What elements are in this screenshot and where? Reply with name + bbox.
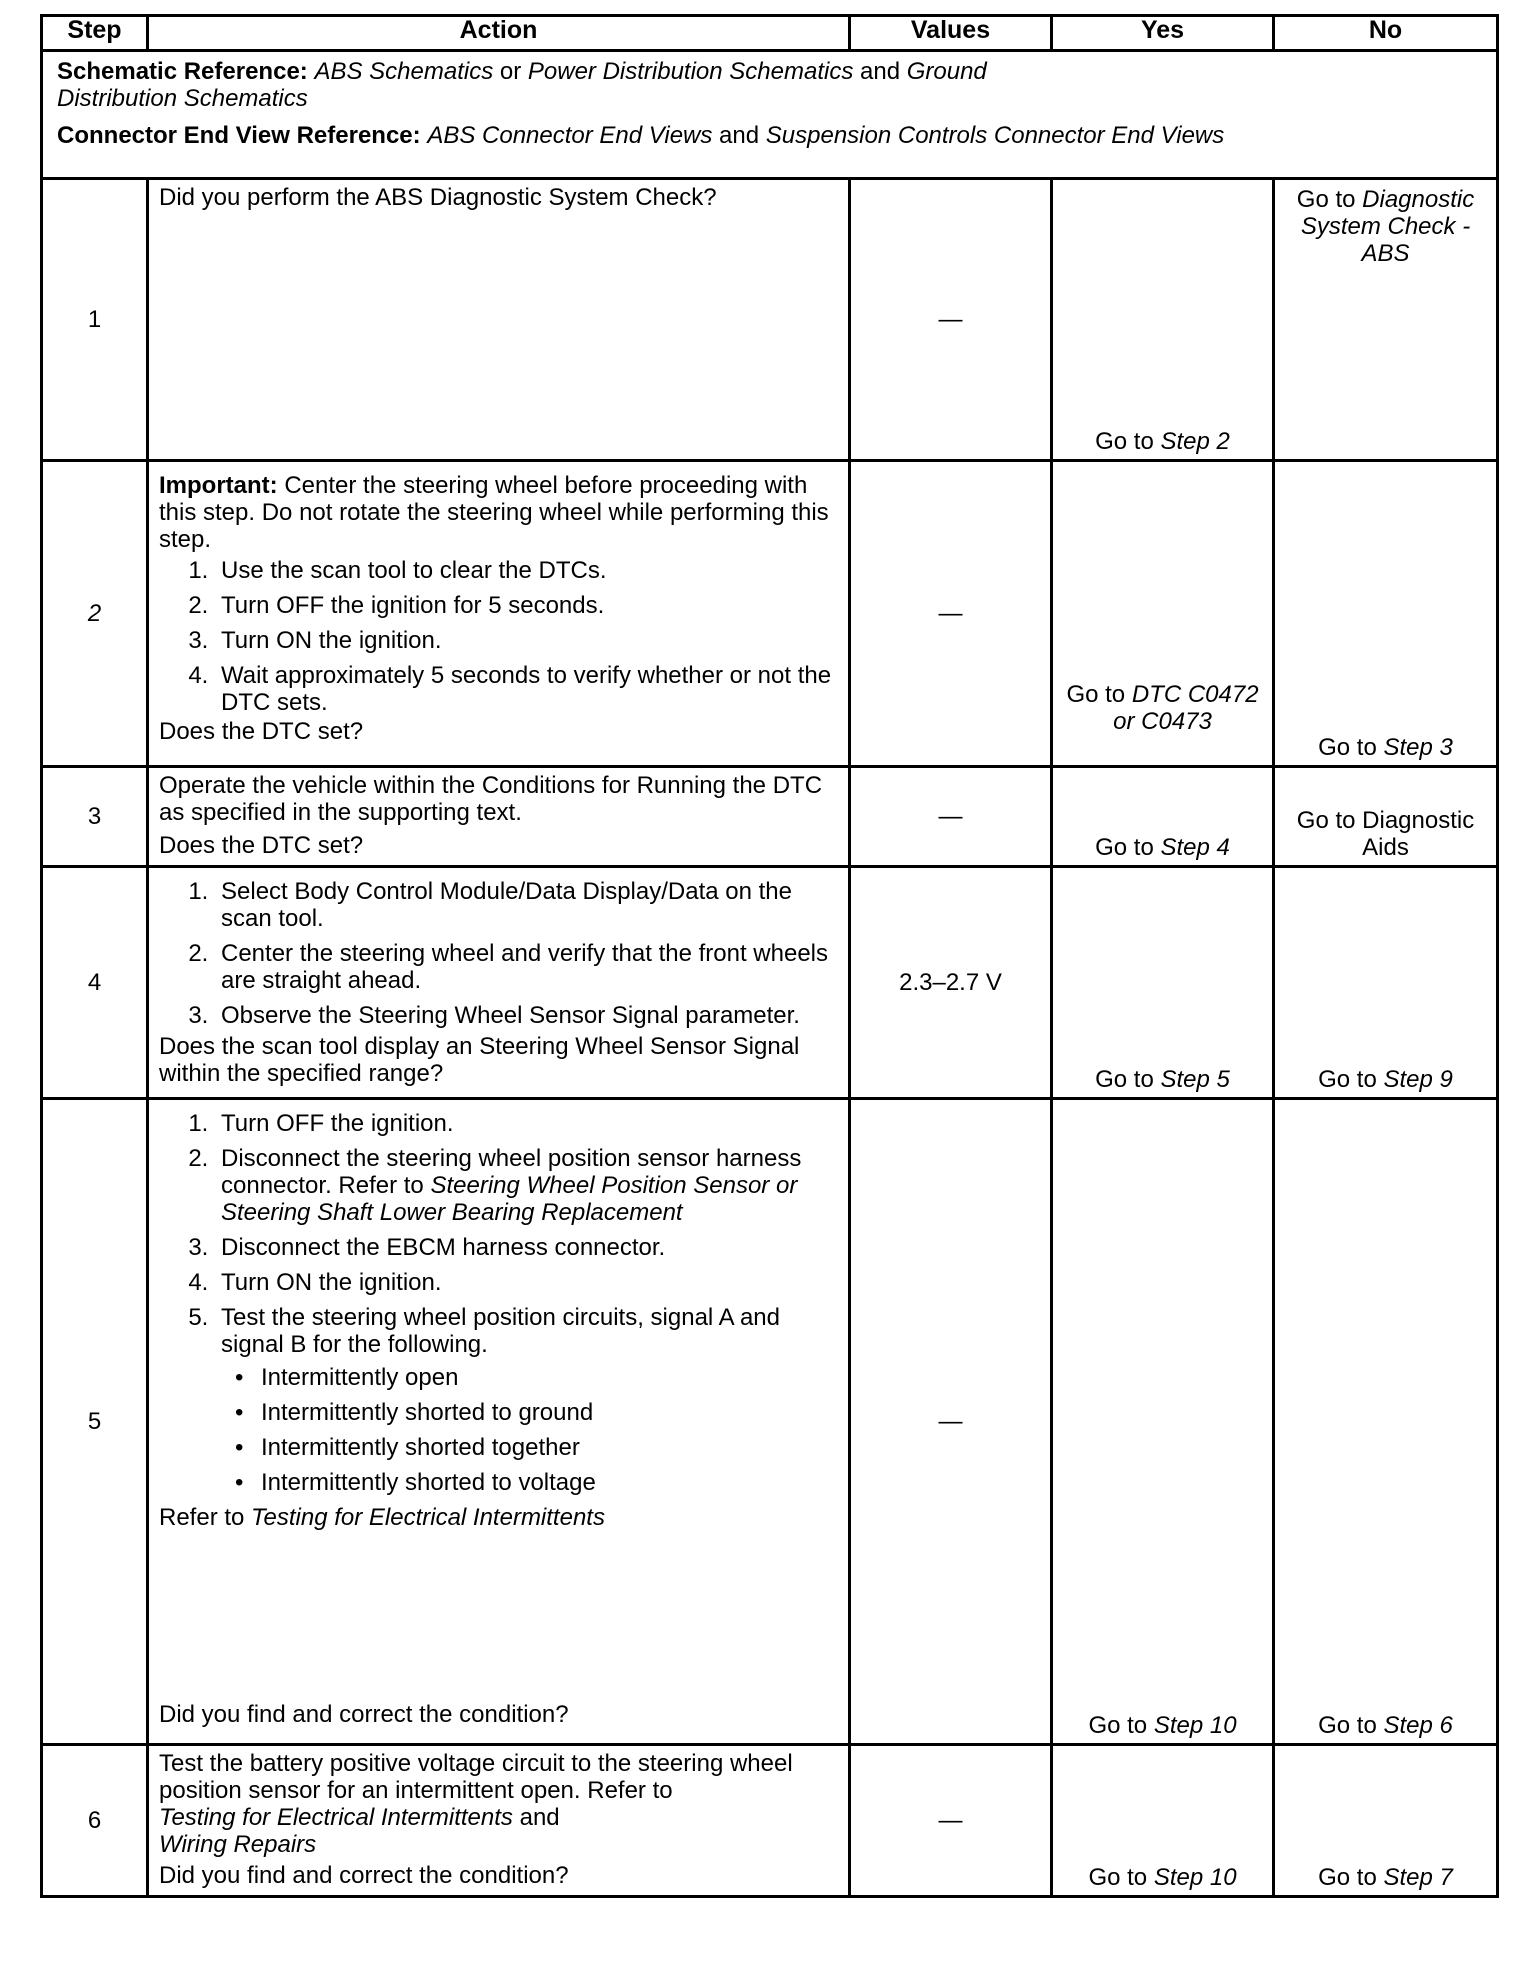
schematic-ref-abs: ABS Schematics	[314, 58, 494, 85]
no-prefix: Go to	[1318, 1864, 1377, 1891]
list-item: 1. Turn OFF the ignition.	[215, 1110, 842, 1137]
yes-cell	[1052, 461, 1274, 767]
list-item: 1. Select Body Control Module/Data Display/Data on the scan tool.	[215, 878, 842, 932]
header-values: Values	[850, 16, 1052, 51]
step-number-text: 2	[87, 600, 102, 627]
refer-target-link[interactable]: Testing for Electrical Intermittents	[251, 1504, 605, 1531]
list-item: 3. Disconnect the EBCM harness connector.	[215, 1234, 842, 1261]
header-yes: Yes	[1052, 16, 1274, 51]
yes-cell	[1052, 867, 1274, 1099]
connector-reference	[57, 122, 1486, 149]
header-action: Action	[148, 16, 850, 51]
header-row	[42, 16, 1498, 51]
yes-prefix: Go to	[1095, 834, 1154, 861]
refer-prefix: Refer to	[159, 1504, 245, 1531]
yes-target-link[interactable]: Step 10	[1153, 1712, 1237, 1739]
no-cell	[1274, 1099, 1498, 1745]
list-item: 4. Turn ON the ignition.	[215, 1269, 842, 1296]
action-cell	[148, 461, 850, 767]
yes-target-link[interactable]: Step 4	[1160, 834, 1230, 861]
no-prefix: Go to	[1318, 734, 1377, 761]
action-body	[159, 878, 842, 1087]
action-text: Operate the vehicle within the Conditions for Running the DTC as specified in the supporting text.	[159, 772, 823, 826]
action-question: Does the DTC set?	[159, 832, 364, 859]
connector-ref-and: and	[719, 122, 760, 149]
schematic-ref-ground: Ground Distribution Schematics	[57, 58, 987, 112]
schematic-reference-label: Schematic Reference:	[57, 58, 308, 85]
connector-ref-abs: ABS Connector End Views	[427, 122, 713, 149]
table-row	[42, 461, 1498, 767]
no-cell	[1274, 461, 1498, 767]
reference-row	[42, 51, 1498, 179]
list-item: 4. Wait approximately 5 seconds to verify whether or not the DTC sets.	[215, 662, 842, 716]
list-item	[215, 1304, 842, 1496]
no-cell	[1274, 867, 1498, 1099]
action-cell	[148, 867, 850, 1099]
no-target-link[interactable]: Step 3	[1383, 734, 1453, 761]
table-row	[42, 1099, 1498, 1745]
yes-prefix: Go to	[1066, 681, 1126, 708]
no-prefix: Go to	[1318, 1066, 1377, 1093]
yes-cell	[1052, 1099, 1274, 1745]
action-text-and: and	[519, 1804, 560, 1831]
schematic-reference	[57, 58, 1087, 112]
yes-cell	[1052, 1745, 1274, 1897]
step-number: 6	[42, 1745, 148, 1897]
action-question: Does the scan tool display an Steering Wheel Sensor Signal within the specified range?	[159, 1033, 800, 1087]
action-cell	[148, 1745, 850, 1897]
action-steps	[159, 557, 842, 716]
yes-prefix: Go to	[1095, 428, 1154, 455]
step-number: 4	[42, 867, 148, 1099]
schematic-ref-or: or	[499, 58, 522, 85]
yes-prefix: Go to	[1088, 1864, 1148, 1891]
no-prefix: Go to	[1318, 1712, 1377, 1739]
no-target-link[interactable]: Step 9	[1383, 1066, 1453, 1093]
action-body	[159, 772, 842, 859]
yes-target-link[interactable]: DTC C0472 or C0473	[1113, 681, 1259, 735]
list-item: 3. Turn ON the ignition.	[215, 627, 842, 654]
action-question: Did you perform the ABS Diagnostic System Check?	[159, 184, 717, 211]
action-steps	[159, 1110, 842, 1496]
no-target-link[interactable]: Step 6	[1383, 1712, 1453, 1739]
list-item: • Intermittently shorted together	[255, 1434, 842, 1461]
step-number: 5	[42, 1099, 148, 1745]
refer-note	[159, 1504, 842, 1531]
table-row	[42, 1745, 1498, 1897]
connector-reference-label: Connector End View Reference:	[57, 122, 421, 149]
action-cell	[148, 1099, 850, 1745]
no-cell	[1274, 179, 1498, 461]
schematic-ref-and: and	[860, 58, 901, 85]
action-steps	[159, 878, 842, 1029]
value-cell: 2.3–2.7 V	[850, 867, 1052, 1099]
yes-prefix: Go to	[1088, 1712, 1148, 1739]
intermittents-reference-link[interactable]: Testing for Electrical Intermittents	[159, 1804, 513, 1831]
important-text: Center the steering wheel before proceeding with this step. Do not rotate the steering wheel while performing this step.	[159, 472, 829, 553]
list-item: • Intermittently shorted to voltage	[255, 1469, 842, 1496]
reference-cell	[42, 51, 1498, 179]
test-conditions	[221, 1364, 842, 1496]
list-item: 2. Turn OFF the ignition for 5 seconds.	[215, 592, 842, 619]
value-cell: —	[850, 767, 1052, 867]
action-body	[159, 1110, 842, 1730]
schematic-ref-power: Power Distribution Schematics	[527, 58, 854, 85]
yes-cell	[1052, 179, 1274, 461]
step-number: 3	[42, 767, 148, 867]
wiring-repairs-link[interactable]: Wiring Repairs	[159, 1831, 317, 1858]
yes-target-link[interactable]: Step 2	[1160, 428, 1230, 455]
value-cell: —	[850, 179, 1052, 461]
header-no: No	[1274, 16, 1498, 51]
important-note	[159, 472, 842, 553]
yes-cell	[1052, 767, 1274, 867]
no-target-link[interactable]: Step 7	[1383, 1864, 1453, 1891]
no-cell	[1274, 767, 1498, 867]
yes-target-link[interactable]: Step 5	[1160, 1066, 1230, 1093]
action-cell	[148, 767, 850, 867]
replacement-reference-link[interactable]: Steering Wheel Position Sensor or Steering Shaft Lower Bearing Replacement	[221, 1172, 798, 1226]
value-cell: —	[850, 1745, 1052, 1897]
yes-prefix: Go to	[1095, 1066, 1154, 1093]
list-item: 2. Center the steering wheel and verify that the front wheels are straight ahead.	[215, 940, 842, 994]
action-body	[159, 1750, 842, 1889]
table-row	[42, 767, 1498, 867]
step-number	[42, 461, 148, 767]
action-text-main: Test the battery positive voltage circuit to the steering wheel position sensor for an intermittent open. Refer to	[159, 1750, 793, 1804]
action-body	[159, 472, 842, 745]
step-number: 1	[42, 179, 148, 461]
action-question: Did you find and correct the condition?	[159, 1701, 569, 1728]
no-prefix: Go to	[1296, 186, 1356, 213]
table-row	[42, 867, 1498, 1099]
header-step: Step	[42, 16, 148, 51]
list-item-text: Disconnect the steering wheel position sensor harness connector. Refer to	[221, 1145, 802, 1199]
important-label: Important:	[159, 472, 278, 499]
value-cell: —	[850, 1099, 1052, 1745]
no-cell	[1274, 1745, 1498, 1897]
list-item: 1. Use the scan tool to clear the DTCs.	[215, 557, 842, 584]
list-item: 3. Observe the Steering Wheel Sensor Signal parameter.	[215, 1002, 842, 1029]
action-cell	[148, 179, 850, 461]
list-item-text: Test the steering wheel position circuits, signal A and signal B for the following.	[221, 1304, 780, 1358]
diagnostic-table	[40, 14, 1499, 1898]
yes-target-link[interactable]: Step 10	[1153, 1864, 1237, 1891]
diagnostic-table-sheet	[40, 14, 1496, 1898]
list-item: • Intermittently open	[255, 1364, 842, 1391]
list-item	[215, 1145, 842, 1226]
list-item: • Intermittently shorted to ground	[255, 1399, 842, 1426]
value-cell: —	[850, 461, 1052, 767]
no-target-link[interactable]: Go to Diagnostic Aids	[1296, 807, 1475, 861]
action-text	[159, 1750, 842, 1858]
connector-ref-suspension: Suspension Controls Connector End Views	[765, 122, 1225, 149]
action-question: Does the DTC set?	[159, 718, 364, 745]
no-target-link[interactable]: Diagnostic System Check - ABS	[1300, 186, 1475, 267]
action-question: Did you find and correct the condition?	[159, 1862, 569, 1889]
table-row	[42, 179, 1498, 461]
